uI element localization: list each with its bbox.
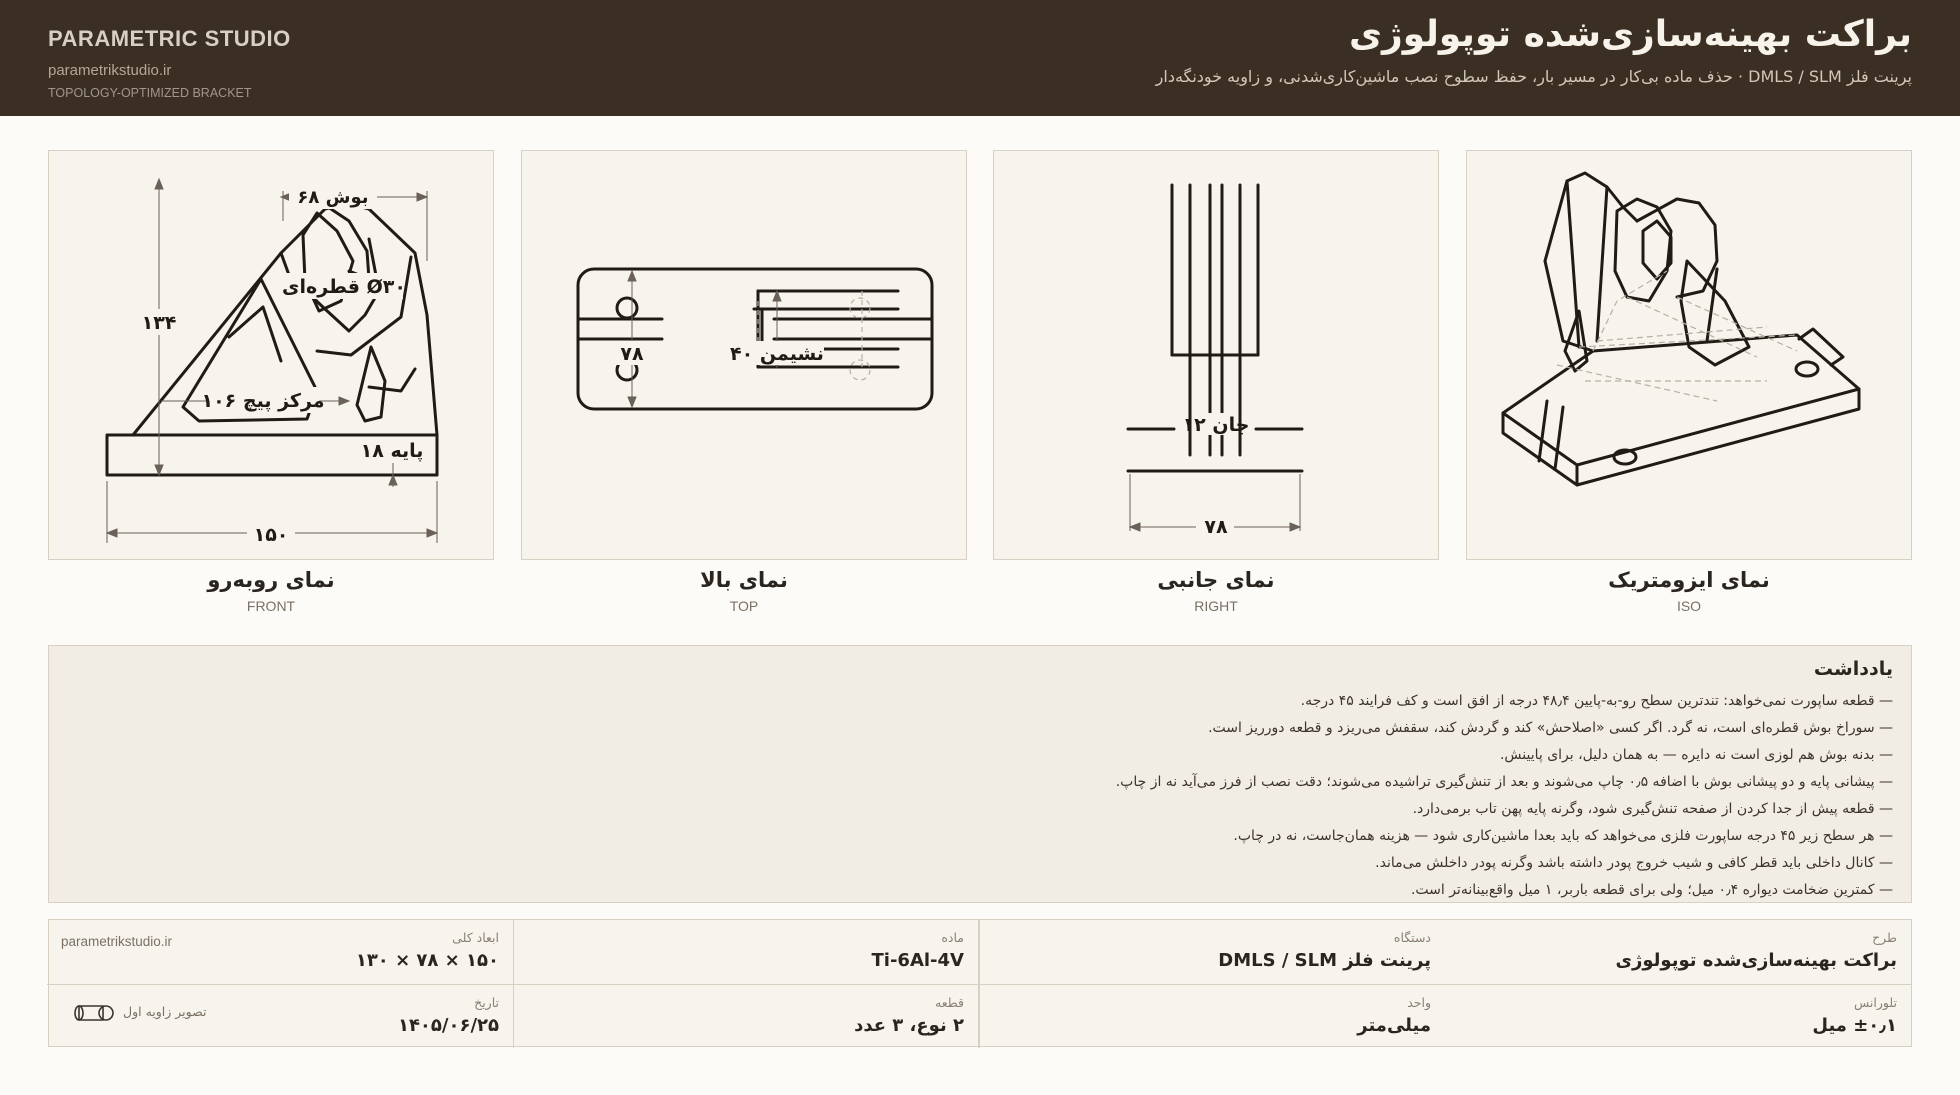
view-caption-front: نمای روبه‌رو [207, 568, 335, 592]
tb-machine [979, 920, 1445, 984]
view-caption-iso: نمای ایزومتریک [1608, 568, 1770, 592]
tb-overall-label: ابعاد کلی [452, 930, 499, 945]
tb-design-label: طرح [1872, 930, 1897, 945]
note-item: — قطعه ساپورت نمی‌خواهد: تندترین سطح رو-به-پایین ۴۸٫۴ درجه از افق است و کف فرایند ۴۵ درجه. [1300, 693, 1893, 709]
tb-part-value: ۲ نوع، ۳ عدد [854, 1015, 964, 1036]
dim-front-bore: Ø۳۰ قطره‌ای [282, 276, 406, 298]
dim-front-width: ۱۵۰ [253, 524, 289, 546]
tb-tolerance-value: ±۰٫۱ میل [1812, 1015, 1897, 1036]
dim-top-depth: ۷۸ [620, 343, 644, 365]
dim-front-boss: بوش ۶۸ [297, 187, 369, 208]
notes-list [73, 688, 1893, 904]
tb-unit-value: میلی‌متر [1357, 1015, 1431, 1036]
tb-unit [979, 984, 1445, 1048]
brand-website[interactable]: parametrikstudio.ir [48, 62, 172, 79]
note-item: — کانال داخلی باید قطر کافی و شیب خروج پودر داشته باشد وگرنه پودر داخلش می‌ماند. [1375, 855, 1893, 871]
notes-panel [48, 645, 1912, 903]
brand-name: PARAMETRIC STUDIO [48, 26, 291, 51]
tb-design [1445, 920, 1911, 984]
dim-side-depth: ۷۸ [1204, 516, 1228, 538]
iso-view-drawing [1467, 151, 1913, 561]
note-item: — قطعه پیش از جدا کردن از صفحه تنش‌گیری شود، وگرنه پایه پهن تاب برمی‌دارد. [1412, 801, 1893, 817]
note-item: — بدنه بوش هم لوزی است نه دایره — به همان دلیل، برای پایینش. [1499, 747, 1893, 763]
view-caption-front-en: FRONT [246, 598, 296, 614]
right-view-drawing [994, 151, 1440, 561]
tb-machine-value: پرینت فلز DMLS / SLM [1218, 950, 1431, 971]
tb-material-label: ماده [941, 930, 964, 945]
header-bar [0, 0, 1960, 116]
dim-front-bolt-center: مرکز پیچ ۱۰۶ [201, 390, 325, 412]
tb-overall [47, 920, 513, 984]
tb-material-value: Ti-6Al-4V [871, 950, 964, 971]
brand-tagline: TOPOLOGY-OPTIMIZED BRACKET [48, 86, 252, 100]
dim-top-seat: نشیمن ۴۰ [730, 343, 824, 365]
view-caption-top: نمای بالا [700, 568, 788, 592]
view-caption-right-en: RIGHT [1194, 598, 1238, 614]
dim-front-base: پایه ۱۸ [360, 440, 424, 462]
tb-date-label: تاریخ [474, 995, 499, 1010]
front-view-drawing [49, 151, 495, 561]
tb-date-value: ۱۴۰۵/۰۶/۲۵ [397, 1015, 499, 1036]
tb-part-label: قطعه [935, 995, 964, 1010]
title-block [48, 919, 1912, 1047]
tb-design-value: براکت بهینه‌سازی‌شده توپولوژی [1615, 950, 1897, 971]
top-view-drawing [522, 151, 968, 561]
view-caption-top-en: TOP [729, 598, 759, 614]
view-panel-top [521, 150, 967, 560]
first-angle-projection-icon [73, 1002, 117, 1024]
notes-title: یادداشت [1813, 658, 1893, 680]
view-panel-right [993, 150, 1439, 560]
tb-overall-value: ۱۵۰ × ۷۸ × ۱۳۰ [355, 950, 499, 971]
note-item: — سوراخ بوش قطره‌ای است، نه گرد. اگر کسی «اصلاحش» کند و گردش کند، سقفش می‌ریزد و قطعه دورریز است. [1208, 720, 1893, 736]
tb-projection-label: تصویر زاویه اول [123, 1004, 207, 1019]
tb-machine-label: دستگاه [1393, 930, 1431, 945]
view-panel-iso [1466, 150, 1912, 560]
view-panel-front [48, 150, 494, 560]
tb-website[interactable]: parametrikstudio.ir [61, 934, 173, 949]
note-item: — کمترین ضخامت دیواره ۰٫۴ میل؛ ولی برای قطعه باربر، ۱ میل واقع‌بینانه‌تر است. [1410, 882, 1893, 898]
note-item: — هر سطح زیر ۴۵ درجه ساپورت فلزی می‌خواهد که باید بعدا ماشین‌کاری شود — هزینه همان‌جاست، نه در چاپ. [1233, 828, 1893, 844]
tb-part [513, 984, 979, 1048]
tb-tolerance-label: تلورانس [1854, 995, 1897, 1010]
tb-material [513, 920, 979, 984]
view-caption-iso-en: ISO [1676, 598, 1702, 614]
tb-tolerance [1445, 984, 1911, 1048]
dim-front-height: ۱۳۴ [141, 312, 177, 334]
view-caption-right: نمای جانبی [1157, 568, 1275, 592]
note-item: — پیشانی پایه و دو پیشانی بوش با اضافه ۰٫۵ چاپ می‌شوند و بعد از تنش‌گیری تراشیده می‌شوند؛ دقت نصب از فرز می‌آید نه از چاپ. [1115, 774, 1893, 790]
tb-unit-label: واحد [1407, 995, 1431, 1010]
page-subtitle: پرینت فلز DMLS / SLM · حذف ماده بی‌کار در مسیر بار، حفظ سطوح نصب ماشین‌کاری‌شدنی، و زاویه خودنگه‌دار [1155, 67, 1912, 86]
dim-side-web: جان ۱۲ [1182, 414, 1250, 436]
page-title: براکت بهینه‌سازی‌شده توپولوژی [1349, 14, 1912, 55]
